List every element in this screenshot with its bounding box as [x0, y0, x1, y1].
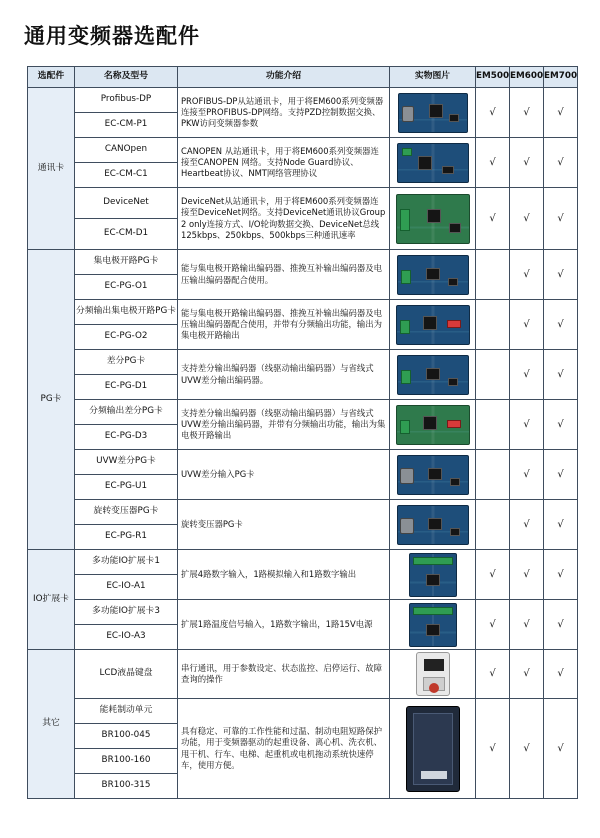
check-em600: √	[510, 400, 544, 450]
header-em700: EM700	[544, 67, 578, 88]
function-text: PROFIBUS-DP从站通讯卡，用于将EM600系列变频器连接至PROFIBUS-DP网络。支持PZD控制数据交换、PKW访问变频器参数	[178, 88, 390, 138]
card-photo	[390, 600, 476, 650]
check-em500: √	[476, 138, 510, 188]
circuit-board-icon	[396, 194, 470, 244]
check-em500	[476, 500, 510, 550]
function-text: CANOPEN 从站通讯卡，用于将EM600系列变频器连接至CANOPEN 网络。支持Node Guard协议、Heartbeat协议、NMT网络管理协议	[178, 138, 390, 188]
check-em600: √	[510, 650, 544, 699]
check-em700: √	[544, 188, 578, 250]
brake-unit-photo	[390, 699, 476, 799]
function-text: 旋转变压器PG卡	[178, 500, 390, 550]
check-em700: √	[544, 650, 578, 699]
function-text: 扩展1路温度信号输入，1路数字输出，1路15V电源	[178, 600, 390, 650]
circuit-board-icon	[397, 505, 469, 545]
table-row	[28, 400, 578, 425]
circuit-board-icon	[397, 143, 469, 183]
item-name: 旋转变压器PG卡	[75, 500, 178, 525]
item-model: EC-PG-D1	[75, 375, 178, 400]
check-em700: √	[544, 300, 578, 350]
table-row	[28, 138, 578, 163]
header-em500: EM500	[476, 67, 510, 88]
check-em700: √	[544, 138, 578, 188]
category-other: 其它	[28, 650, 75, 799]
category-comm: 通讯卡	[28, 88, 75, 250]
table-row	[28, 699, 578, 724]
item-name: 多功能IO扩展卡1	[75, 550, 178, 575]
function-text: 能与集电极开路输出编码器、推挽互补输出编码器及电压输出编码器配合使用。	[178, 250, 390, 300]
check-em500: √	[476, 699, 510, 799]
item-model: EC-PG-U1	[75, 475, 178, 500]
header-name: 名称及型号	[75, 67, 178, 88]
item-name: Profibus-DP	[75, 88, 178, 113]
item-name: DeviceNet	[75, 188, 178, 219]
check-em500: √	[476, 88, 510, 138]
page-title: 通用变频器选配件	[24, 24, 200, 48]
check-em700: √	[544, 450, 578, 500]
check-em600: √	[510, 350, 544, 400]
check-em500	[476, 250, 510, 300]
item-model: EC-IO-A3	[75, 625, 178, 650]
table-row	[28, 500, 578, 525]
table-row	[28, 450, 578, 475]
check-em500	[476, 300, 510, 350]
function-text: 支持差分输出编码器（线驱动输出编码器）与省线式UVW差分输出编码器。	[178, 350, 390, 400]
item-name: UVW差分PG卡	[75, 450, 178, 475]
table-header-row	[28, 67, 578, 88]
check-em500: √	[476, 550, 510, 600]
accessories-table	[27, 66, 578, 799]
function-text: 串行通讯，用于参数设定、状态监控、启停运行、故障查询的操作	[178, 650, 390, 699]
item-model: EC-CM-P1	[75, 113, 178, 138]
check-em700: √	[544, 500, 578, 550]
item-name: 多功能IO扩展卡3	[75, 600, 178, 625]
check-em700: √	[544, 699, 578, 799]
table-row	[28, 188, 578, 219]
circuit-board-icon	[396, 405, 470, 445]
table-row	[28, 88, 578, 113]
keypad-photo	[390, 650, 476, 699]
header-image: 实物图片	[390, 67, 476, 88]
check-em700: √	[544, 88, 578, 138]
check-em700: √	[544, 350, 578, 400]
function-text: DeviceNet从站通讯卡，用于将EM600系列变频器连接至DeviceNet网络。支持DeviceNet通讯协议Group 2 only连接方式、I/O轮询数据交换、DeviceNet总线125kbps、250kbps、500kbps三种通讯速率	[178, 188, 390, 250]
check-em500	[476, 450, 510, 500]
check-em500	[476, 350, 510, 400]
item-model: EC-PG-O1	[75, 275, 178, 300]
item-name: 分频输出集电极开路PG卡	[75, 300, 178, 325]
circuit-board-icon	[409, 553, 457, 597]
check-em600: √	[510, 138, 544, 188]
item-model: EC-CM-C1	[75, 163, 178, 188]
check-em600: √	[510, 699, 544, 799]
check-em600: √	[510, 550, 544, 600]
check-em700: √	[544, 600, 578, 650]
item-model: EC-CM-D1	[75, 219, 178, 250]
item-name: CANOpen	[75, 138, 178, 163]
function-text: 具有稳定、可靠的工作性能和过温、制动电阻短路保护功能，用于变频器驱动的起重设备、离心机、洗衣机、甩干机、行车、电梯、起重机或电机拖动系统快速停车，使用方便。	[178, 699, 390, 799]
item-name: 能耗制动单元	[75, 699, 178, 724]
item-name: 集电极开路PG卡	[75, 250, 178, 275]
table-row	[28, 300, 578, 325]
table-row	[28, 250, 578, 275]
table-row	[28, 350, 578, 375]
item-model: EC-IO-A1	[75, 575, 178, 600]
card-photo	[390, 550, 476, 600]
check-em600: √	[510, 250, 544, 300]
check-em600: √	[510, 88, 544, 138]
function-text: 能与集电极开路输出编码器、推挽互补输出编码器及电压输出编码器配合使用，并带有分频输出功能，输出为集电极开路输出	[178, 300, 390, 350]
card-photo	[390, 500, 476, 550]
function-text: 支持差分输出编码器（线驱动输出编码器）与省线式UVW差分输出编码器，并带有分频输出功能，输出为集电极开路输出	[178, 400, 390, 450]
card-photo	[390, 350, 476, 400]
card-photo	[390, 188, 476, 250]
check-em700: √	[544, 250, 578, 300]
header-function: 功能介绍	[178, 67, 390, 88]
check-em500: √	[476, 188, 510, 250]
item-name: 分频输出差分PG卡	[75, 400, 178, 425]
check-em600: √	[510, 188, 544, 250]
card-photo	[390, 250, 476, 300]
check-em700: √	[544, 550, 578, 600]
item-name: LCD液晶键盘	[75, 650, 178, 699]
table-row	[28, 600, 578, 625]
item-model: BR100-315	[75, 774, 178, 799]
card-photo	[390, 300, 476, 350]
item-model: EC-PG-R1	[75, 525, 178, 550]
lcd-keypad-icon	[416, 652, 450, 696]
table-row	[28, 650, 578, 699]
function-text: UVW差分输入PG卡	[178, 450, 390, 500]
circuit-board-icon	[398, 93, 468, 133]
check-em600: √	[510, 600, 544, 650]
header-category: 选配件	[28, 67, 75, 88]
item-model: BR100-045	[75, 724, 178, 749]
check-em500: √	[476, 650, 510, 699]
item-model: EC-PG-O2	[75, 325, 178, 350]
table-row	[28, 550, 578, 575]
check-em600: √	[510, 300, 544, 350]
circuit-board-icon	[397, 355, 469, 395]
item-model: BR100-160	[75, 749, 178, 774]
category-io: IO扩展卡	[28, 550, 75, 650]
card-photo	[390, 138, 476, 188]
card-photo	[390, 88, 476, 138]
check-em500: √	[476, 600, 510, 650]
check-em600: √	[510, 500, 544, 550]
card-photo	[390, 450, 476, 500]
header-em600: EM600	[510, 67, 544, 88]
check-em600: √	[510, 450, 544, 500]
item-name: 差分PG卡	[75, 350, 178, 375]
card-photo	[390, 400, 476, 450]
circuit-board-icon	[397, 255, 469, 295]
category-pg: PG卡	[28, 250, 75, 550]
circuit-board-icon	[397, 455, 469, 495]
check-em700: √	[544, 400, 578, 450]
item-model: EC-PG-D3	[75, 425, 178, 450]
check-em500	[476, 400, 510, 450]
function-text: 扩展4路数字输入，1路模拟输入和1路数字输出	[178, 550, 390, 600]
circuit-board-icon	[396, 305, 470, 345]
circuit-board-icon	[409, 603, 457, 647]
brake-unit-icon	[406, 706, 460, 792]
